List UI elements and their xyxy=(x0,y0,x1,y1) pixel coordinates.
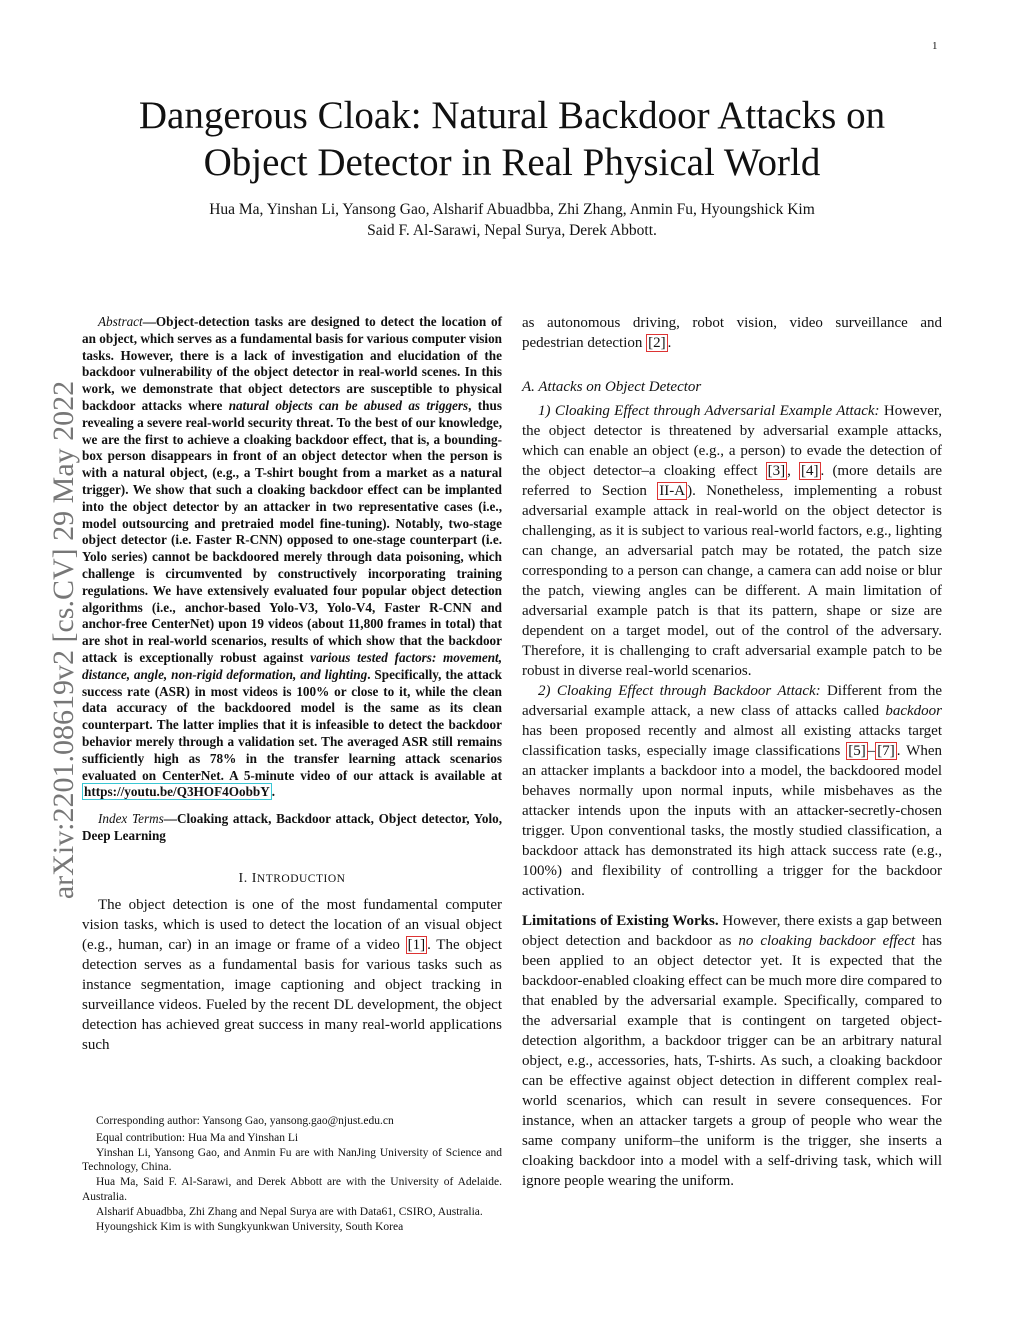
abstract-text-3: . Specifically, the attack success rate (ASR) in most videos is 100% or close to it, while the clean data accuracy of the backdoored model is the same as its clean counterpart. The latter implies that it is infeasible to detect the backdoor behavior merely through a validation set. The averaged ASR still remains sufficiently high as 78% in the transfer learning attack scenarios evaluated on CenterNet. A 5-minute video of our attack is available at xyxy=(82,666,502,783)
subsection-heading-attacks: A. Attacks on Object Detector xyxy=(522,379,702,395)
intro-text-2: . The object detection serves as a fundamental basis for various tasks such as instance segmentation, image captioning and object tracking in surveillance videos. Fueled by the recent DL development, the object detection has achieved great success in many real-world applications such xyxy=(82,936,502,1053)
citation-range-dash: – xyxy=(867,743,876,759)
abstract-emphasis-1: natural objects can be abused as triggers xyxy=(228,397,469,413)
abstract-text-2: , thus revealing a severe real-world security threat. To the best of our knowledge, we are the first to achieve a cloaking backdoor effect, that is, a bounding-box person disappears in front of an object detector when the person is with a natural object, (e.g., a T-shirt bought from a market as a natural trigger). We show that such a cloaking backdoor effect can be implanted into the object detector by an attacker in two representative cases (i.e., model outsourcing and pretraied model fine-tuning). Notably, two-stage object detector (i.e. Faster R-CNN) opposed to one-stage counterpart (i.e. Yolo series) cannot be backdoored merely through data poisoning, which challenge is circumvented by constructively incorporating training regulations. We have extensively evaluated four popular object detection algorithms (i.e., anchor-based Yolo-V3, Yolo-V4, Faster R-CNN and anchor-free CenterNet) upon 19 videos (about 11,800 frames in total) that are shot in real-world scenarios, results of which show that the backdoor attack is exceptionally robust against xyxy=(82,397,502,665)
title-line-2: Object Detector in Real Physical World xyxy=(203,141,821,184)
section-number: I. xyxy=(238,870,252,886)
continuation-text: as autonomous driving, robot vision, video surveillance and pedestrian detection xyxy=(522,315,942,351)
left-column xyxy=(82,314,502,1055)
footnote-affiliation-njust: Yinshan Li, Yansong Gao, and Anmin Fu are with NanJing University of Science and Technology, China. xyxy=(82,1146,502,1174)
intro-paragraph xyxy=(82,895,502,1055)
paragraph-text: . (more details are referred to Section xyxy=(522,463,942,499)
citation-link[interactable]: [4] xyxy=(801,463,819,479)
paragraph-bold-heading: Limitations of Existing Works. xyxy=(522,913,719,929)
video-link[interactable]: https://youtu.be/Q3HOF4OobbY xyxy=(84,784,270,800)
section-title-initial: I xyxy=(251,870,257,886)
footnotes xyxy=(82,1114,502,1234)
paragraph-emphasis: no cloaking backdoor effect xyxy=(738,933,916,949)
section-title-rest: NTRODUCTION xyxy=(256,872,346,885)
paragraph-heading: 1) Cloaking Effect through Adversarial Example Attack: xyxy=(538,403,880,419)
abstract-text-1: Object-detection tasks are designed to detect the location of an object, which serves as a fundamental basis for various computer vision tasks. However, there is a lack of investigation and elucidation of the backdoor vulnerability of the object detector in real-world scenes. In this work, we demonstrate that object detectors are susceptible to physical backdoor attacks where xyxy=(82,314,502,413)
paragraph-emphasis: backdoor xyxy=(885,703,942,719)
index-terms xyxy=(82,811,502,845)
abstract xyxy=(82,314,502,801)
intro-continuation xyxy=(522,313,942,353)
author-list xyxy=(0,199,1024,241)
authors-line-2: Said F. Al-Sarawi, Nepal Surya, Derek Abbott. xyxy=(367,222,657,239)
paragraph-text: Different from the adversarial example attack, a new class of attacks called xyxy=(522,683,942,719)
citation-link[interactable]: [7] xyxy=(877,743,895,759)
paragraph-adversarial-attack xyxy=(522,401,942,681)
paragraph-text: ). Nonetheless, implementing a robust adversarial example attack in real-world on the object detector is challenging, as it is subject to various real-world factors, e.g., lighting can change, an adversarial patch may be rotated, the patch size corresponding to a person can change, a camera can add noise or blur the patch, viewing angles can be different. A main limitation of adversarial example patch is that its pattern, shape or size are dependent on a target model, out of the control of the adversary. Therefore, it is challenging to craft adversarial example patch to be robust in diverse real-world scenarios. xyxy=(522,483,942,679)
index-terms-label: Index Terms xyxy=(98,811,164,827)
paragraph-text: However, the object detector is threatened by adversarial example attacks, which can enable an object (e.g., a person) to evade the detection of the object detector–a cloaking effect xyxy=(522,403,942,479)
paragraph-text: However, there exists a gap between object detection and backdoor as xyxy=(522,913,942,949)
index-terms-text: Cloaking attack, Backdoor attack, Object detector, Yolo, Deep Learning xyxy=(82,811,502,843)
paragraph-text: , xyxy=(787,463,800,479)
paragraph-backdoor-attack xyxy=(522,681,942,901)
section-heading-introduction xyxy=(82,871,502,887)
section-reference-link[interactable]: II-A xyxy=(659,483,686,499)
citation-link[interactable]: [5] xyxy=(848,743,866,759)
paper-title xyxy=(0,92,1024,186)
abstract-end: . xyxy=(271,784,276,800)
footnote-corresponding-author: Corresponding author: Yansong Gao, yansong.gao@njust.edu.cn xyxy=(96,1115,394,1127)
footnote-affiliation-skku: Hyoungshick Kim is with Sungkyunkwan University, South Korea xyxy=(96,1220,404,1233)
page-number: 1 xyxy=(932,40,938,52)
abstract-emphasis-2: various tested factors: movement, distance, angle, non-rigid deformation, and lighting xyxy=(82,649,502,682)
index-terms-dash: — xyxy=(163,811,177,827)
intro-text-1: The object detection is one of the most fundamental computer vision tasks, which is used to detect the location of an visual object (e.g., human, car) in an image or frame of a video xyxy=(82,896,502,953)
footnote-affiliation-data61: Alsharif Abuadbba, Zhi Zhang and Nepal Surya are with Data61, CSIRO, Australia. xyxy=(96,1205,483,1218)
paragraph-text: has been proposed recently and almost all existing attacks target classification tasks, especially image classifications xyxy=(522,723,942,759)
continuation-end: . xyxy=(667,335,672,351)
authors-line-1: Hua Ma, Yinshan Li, Yansong Gao, Alsharif Abuadbba, Zhi Zhang, Anmin Fu, Hyoungshick Kim xyxy=(209,201,815,218)
paragraph-text: . When an attacker implants a backdoor into a model, the backdoored model behaves normally upon normal inputs, while misbehaves as the attacker intends upon the inputs with an attacker-secretly-chosen trigger. Upon conventional tasks, the mostly studied classification, a backdoor attack has demonstrated its high attack success rate (e.g., 100%) and flexibility of controlling a trigger for the backdoor activation. xyxy=(522,743,942,899)
citation-link[interactable]: [2] xyxy=(648,335,666,351)
footnote-equal-contribution: Equal contribution: Hua Ma and Yinshan Li xyxy=(96,1131,299,1144)
citation-link[interactable]: [1] xyxy=(407,936,426,953)
abstract-dash: — xyxy=(142,314,156,329)
paragraph-heading: 2) Cloaking Effect through Backdoor Attack: xyxy=(538,683,821,699)
footnote-affiliation-adelaide: Hua Ma, Said F. Al-Sarawi, and Derek Abbott are with the University of Adelaide. Australia. xyxy=(82,1176,502,1203)
right-column xyxy=(522,313,942,1191)
citation-link[interactable]: [3] xyxy=(767,463,786,479)
abstract-label: Abstract xyxy=(98,314,143,329)
title-line-1: Dangerous Cloak: Natural Backdoor Attacks on xyxy=(138,94,886,137)
paragraph-limitations xyxy=(522,911,942,1191)
arxiv-identifier: arXiv:2201.08619v2 [cs.CV] 29 May 2022 xyxy=(47,380,80,900)
paragraph-text: has been applied to an object detector yet. It is expected that the backdoor-enabled cloaking effect can be much more dire compared to that enabled by the adversarial example. Specifically, compared to the adversarial example that is contingent on targeted object-detection algorithm, a backdoor trigger can be an arbitrary natural object, e.g., accessories, hats, T-shirts. As such, a cloaking backdoor can be effective against object detection in different complex real-world scenarios, which can result in severe consequences. For instance, when an attacker targets a group of people who wear the same company uniform–the uniform is the trigger, she inserts a cloaking backdoor into a model with a self-driving task, which will ignore people wearing the uniform. xyxy=(522,933,943,1189)
